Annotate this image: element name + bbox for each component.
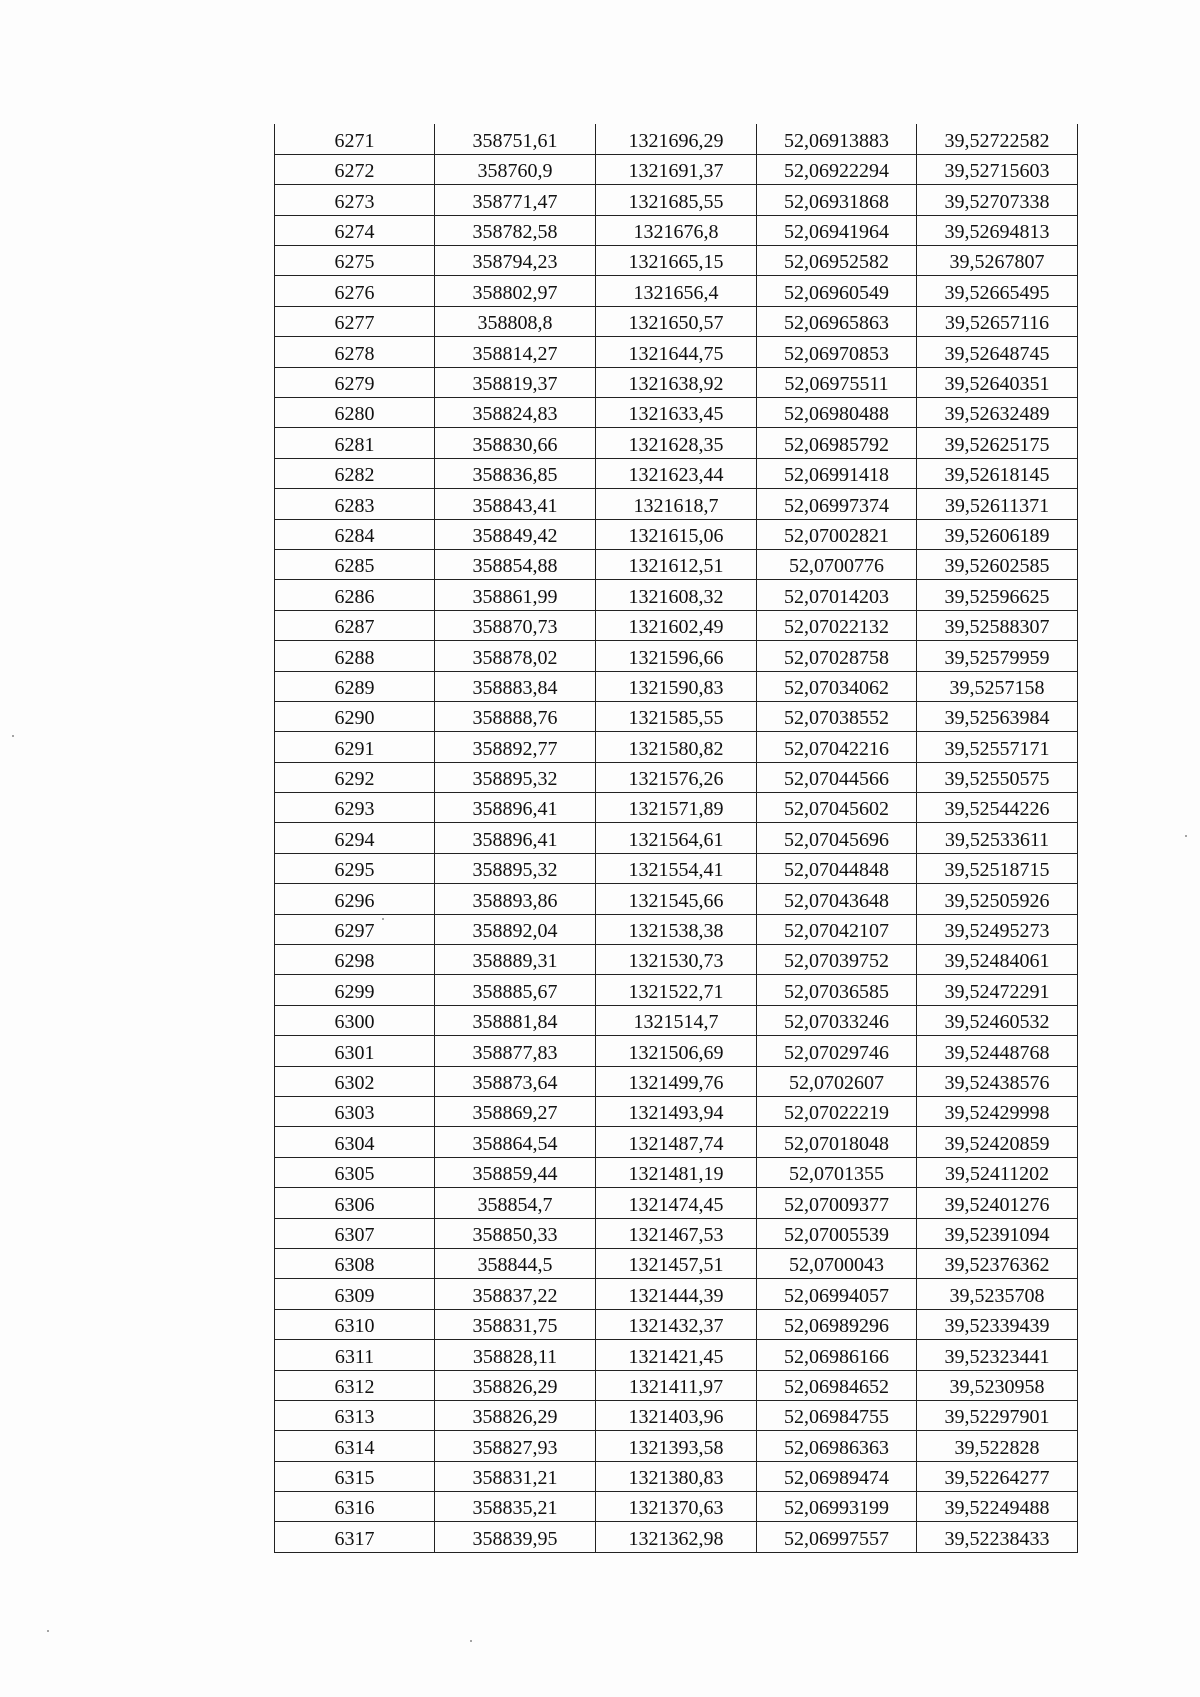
- y-coordinate-cell: 1321576,26: [596, 762, 757, 792]
- point-number-cell: 6305: [275, 1157, 435, 1187]
- x-coordinate-cell: 358881,84: [435, 1005, 596, 1035]
- point-number-cell: 6314: [275, 1431, 435, 1461]
- longitude-cell: 39,52505926: [917, 884, 1078, 914]
- x-coordinate-cell: 358859,44: [435, 1157, 596, 1187]
- x-coordinate-cell: 358802,97: [435, 276, 596, 306]
- x-coordinate-cell: 358771,47: [435, 185, 596, 215]
- table-row: [275, 853, 1078, 883]
- table-row: [275, 914, 1078, 944]
- x-coordinate-cell: 358895,32: [435, 762, 596, 792]
- x-coordinate-cell: 358873,64: [435, 1066, 596, 1096]
- longitude-cell: 39,52579959: [917, 641, 1078, 671]
- table-row: [275, 1492, 1078, 1522]
- point-number-cell: 6308: [275, 1248, 435, 1278]
- latitude-cell: 52,06913883: [757, 124, 917, 154]
- latitude-cell: 52,0700043: [757, 1248, 917, 1278]
- longitude-cell: 39,52420859: [917, 1127, 1078, 1157]
- y-coordinate-cell: 1321538,38: [596, 914, 757, 944]
- x-coordinate-cell: 358869,27: [435, 1097, 596, 1127]
- coordinate-table: [274, 124, 1078, 1553]
- longitude-cell: 39,52722582: [917, 124, 1078, 154]
- table-row: [275, 1309, 1078, 1339]
- point-number-cell: 6296: [275, 884, 435, 914]
- latitude-cell: 52,07036585: [757, 975, 917, 1005]
- point-number-cell: 6292: [275, 762, 435, 792]
- table-row: [275, 732, 1078, 762]
- longitude-cell: 39,52563984: [917, 701, 1078, 731]
- point-number-cell: 6282: [275, 458, 435, 488]
- longitude-cell: 39,52238433: [917, 1522, 1078, 1552]
- latitude-cell: 52,07045696: [757, 823, 917, 853]
- longitude-cell: 39,5257158: [917, 671, 1078, 701]
- y-coordinate-cell: 1321633,45: [596, 398, 757, 428]
- longitude-cell: 39,52533611: [917, 823, 1078, 853]
- latitude-cell: 52,07033246: [757, 1005, 917, 1035]
- y-coordinate-cell: 1321596,66: [596, 641, 757, 671]
- y-coordinate-cell: 1321362,98: [596, 1522, 757, 1552]
- y-coordinate-cell: 1321487,74: [596, 1127, 757, 1157]
- scan-speck: [12, 735, 14, 737]
- longitude-cell: 39,52544226: [917, 793, 1078, 823]
- y-coordinate-cell: 1321571,89: [596, 793, 757, 823]
- x-coordinate-cell: 358896,41: [435, 823, 596, 853]
- longitude-cell: 39,52518715: [917, 853, 1078, 883]
- latitude-cell: 52,06986363: [757, 1431, 917, 1461]
- y-coordinate-cell: 1321457,51: [596, 1248, 757, 1278]
- x-coordinate-cell: 358831,21: [435, 1461, 596, 1491]
- x-coordinate-cell: 358844,5: [435, 1248, 596, 1278]
- point-number-cell: 6290: [275, 701, 435, 731]
- y-coordinate-cell: 1321656,4: [596, 276, 757, 306]
- latitude-cell: 52,07022132: [757, 610, 917, 640]
- longitude-cell: 39,52339439: [917, 1309, 1078, 1339]
- y-coordinate-cell: 1321474,45: [596, 1188, 757, 1218]
- longitude-cell: 39,52665495: [917, 276, 1078, 306]
- longitude-cell: 39,52550575: [917, 762, 1078, 792]
- latitude-cell: 52,07039752: [757, 945, 917, 975]
- point-number-cell: 6298: [275, 945, 435, 975]
- latitude-cell: 52,06922294: [757, 154, 917, 184]
- longitude-cell: 39,52429998: [917, 1097, 1078, 1127]
- x-coordinate-cell: 358892,77: [435, 732, 596, 762]
- x-coordinate-cell: 358861,99: [435, 580, 596, 610]
- y-coordinate-cell: 1321691,37: [596, 154, 757, 184]
- x-coordinate-cell: 358877,83: [435, 1036, 596, 1066]
- latitude-cell: 52,07002821: [757, 519, 917, 549]
- longitude-cell: 39,52391094: [917, 1218, 1078, 1248]
- latitude-cell: 52,07044848: [757, 853, 917, 883]
- scan-speck: [470, 1640, 472, 1642]
- longitude-cell: 39,52438576: [917, 1066, 1078, 1096]
- longitude-cell: 39,52648745: [917, 337, 1078, 367]
- x-coordinate-cell: 358870,73: [435, 610, 596, 640]
- longitude-cell: 39,52707338: [917, 185, 1078, 215]
- y-coordinate-cell: 1321618,7: [596, 489, 757, 519]
- table-row: [275, 671, 1078, 701]
- longitude-cell: 39,5267807: [917, 246, 1078, 276]
- longitude-cell: 39,52657116: [917, 306, 1078, 336]
- table-row: [275, 1188, 1078, 1218]
- latitude-cell: 52,07042216: [757, 732, 917, 762]
- table-row: [275, 975, 1078, 1005]
- longitude-cell: 39,52484061: [917, 945, 1078, 975]
- y-coordinate-cell: 1321530,73: [596, 945, 757, 975]
- latitude-cell: 52,06985792: [757, 428, 917, 458]
- x-coordinate-cell: 358760,9: [435, 154, 596, 184]
- y-coordinate-cell: 1321585,55: [596, 701, 757, 731]
- longitude-cell: 39,52632489: [917, 398, 1078, 428]
- y-coordinate-cell: 1321421,45: [596, 1340, 757, 1370]
- x-coordinate-cell: 358830,66: [435, 428, 596, 458]
- latitude-cell: 52,06989474: [757, 1461, 917, 1491]
- latitude-cell: 52,07043648: [757, 884, 917, 914]
- table-row: [275, 215, 1078, 245]
- latitude-cell: 52,06997374: [757, 489, 917, 519]
- x-coordinate-cell: 358826,29: [435, 1400, 596, 1430]
- y-coordinate-cell: 1321545,66: [596, 884, 757, 914]
- latitude-cell: 52,06980488: [757, 398, 917, 428]
- latitude-cell: 52,06994057: [757, 1279, 917, 1309]
- longitude-cell: 39,52264277: [917, 1461, 1078, 1491]
- x-coordinate-cell: 358895,32: [435, 853, 596, 883]
- x-coordinate-cell: 358883,84: [435, 671, 596, 701]
- table-row: [275, 519, 1078, 549]
- point-number-cell: 6275: [275, 246, 435, 276]
- point-number-cell: 6284: [275, 519, 435, 549]
- table-row: [275, 1522, 1078, 1552]
- table-row: [275, 1097, 1078, 1127]
- longitude-cell: 39,52625175: [917, 428, 1078, 458]
- point-number-cell: 6287: [275, 610, 435, 640]
- longitude-cell: 39,52323441: [917, 1340, 1078, 1370]
- x-coordinate-cell: 358893,86: [435, 884, 596, 914]
- latitude-cell: 52,0700776: [757, 549, 917, 579]
- coordinate-table-body: [275, 124, 1078, 1552]
- y-coordinate-cell: 1321481,19: [596, 1157, 757, 1187]
- latitude-cell: 52,06991418: [757, 458, 917, 488]
- point-number-cell: 6271: [275, 124, 435, 154]
- longitude-cell: 39,52588307: [917, 610, 1078, 640]
- point-number-cell: 6299: [275, 975, 435, 1005]
- latitude-cell: 52,07038552: [757, 701, 917, 731]
- table-row: [275, 337, 1078, 367]
- longitude-cell: 39,52401276: [917, 1188, 1078, 1218]
- x-coordinate-cell: 358885,67: [435, 975, 596, 1005]
- longitude-cell: 39,52495273: [917, 914, 1078, 944]
- longitude-cell: 39,52557171: [917, 732, 1078, 762]
- latitude-cell: 52,07042107: [757, 914, 917, 944]
- point-number-cell: 6309: [275, 1279, 435, 1309]
- longitude-cell: 39,52596625: [917, 580, 1078, 610]
- x-coordinate-cell: 358850,33: [435, 1218, 596, 1248]
- x-coordinate-cell: 358843,41: [435, 489, 596, 519]
- y-coordinate-cell: 1321411,97: [596, 1370, 757, 1400]
- longitude-cell: 39,52715603: [917, 154, 1078, 184]
- y-coordinate-cell: 1321380,83: [596, 1461, 757, 1491]
- x-coordinate-cell: 358835,21: [435, 1492, 596, 1522]
- x-coordinate-cell: 358864,54: [435, 1127, 596, 1157]
- latitude-cell: 52,07005539: [757, 1218, 917, 1248]
- y-coordinate-cell: 1321608,32: [596, 580, 757, 610]
- point-number-cell: 6301: [275, 1036, 435, 1066]
- latitude-cell: 52,07009377: [757, 1188, 917, 1218]
- latitude-cell: 52,06984652: [757, 1370, 917, 1400]
- latitude-cell: 52,07045602: [757, 793, 917, 823]
- table-row: [275, 1340, 1078, 1370]
- point-number-cell: 6313: [275, 1400, 435, 1430]
- longitude-cell: 39,52411202: [917, 1157, 1078, 1187]
- x-coordinate-cell: 358782,58: [435, 215, 596, 245]
- latitude-cell: 52,06993199: [757, 1492, 917, 1522]
- point-number-cell: 6285: [275, 549, 435, 579]
- x-coordinate-cell: 358854,88: [435, 549, 596, 579]
- y-coordinate-cell: 1321514,7: [596, 1005, 757, 1035]
- latitude-cell: 52,07044566: [757, 762, 917, 792]
- table-row: [275, 1400, 1078, 1430]
- table-row: [275, 1127, 1078, 1157]
- table-row: [275, 1370, 1078, 1400]
- table-row: [275, 580, 1078, 610]
- scan-speck: [1185, 835, 1187, 837]
- x-coordinate-cell: 358827,93: [435, 1431, 596, 1461]
- longitude-cell: 39,52376362: [917, 1248, 1078, 1278]
- longitude-cell: 39,522828: [917, 1431, 1078, 1461]
- x-coordinate-cell: 358896,41: [435, 793, 596, 823]
- point-number-cell: 6278: [275, 337, 435, 367]
- latitude-cell: 52,07034062: [757, 671, 917, 701]
- y-coordinate-cell: 1321506,69: [596, 1036, 757, 1066]
- x-coordinate-cell: 358892,04: [435, 914, 596, 944]
- point-number-cell: 6302: [275, 1066, 435, 1096]
- y-coordinate-cell: 1321644,75: [596, 337, 757, 367]
- longitude-cell: 39,52249488: [917, 1492, 1078, 1522]
- point-number-cell: 6291: [275, 732, 435, 762]
- x-coordinate-cell: 358826,29: [435, 1370, 596, 1400]
- table-row: [275, 185, 1078, 215]
- latitude-cell: 52,07028758: [757, 641, 917, 671]
- table-row: [275, 1066, 1078, 1096]
- y-coordinate-cell: 1321612,51: [596, 549, 757, 579]
- point-number-cell: 6289: [275, 671, 435, 701]
- point-number-cell: 6293: [275, 793, 435, 823]
- latitude-cell: 52,06986166: [757, 1340, 917, 1370]
- table-row: [275, 762, 1078, 792]
- scan-speck: [47, 1630, 49, 1632]
- table-row: [275, 549, 1078, 579]
- table-row: [275, 884, 1078, 914]
- table-row: [275, 428, 1078, 458]
- point-number-cell: 6307: [275, 1218, 435, 1248]
- latitude-cell: 52,06997557: [757, 1522, 917, 1552]
- point-number-cell: 6276: [275, 276, 435, 306]
- y-coordinate-cell: 1321685,55: [596, 185, 757, 215]
- table-row: [275, 124, 1078, 154]
- latitude-cell: 52,0701355: [757, 1157, 917, 1187]
- point-number-cell: 6306: [275, 1188, 435, 1218]
- x-coordinate-cell: 358836,85: [435, 458, 596, 488]
- y-coordinate-cell: 1321676,8: [596, 215, 757, 245]
- latitude-cell: 52,07018048: [757, 1127, 917, 1157]
- table-row: [275, 458, 1078, 488]
- x-coordinate-cell: 358839,95: [435, 1522, 596, 1552]
- latitude-cell: 52,06989296: [757, 1309, 917, 1339]
- x-coordinate-cell: 358824,83: [435, 398, 596, 428]
- longitude-cell: 39,52297901: [917, 1400, 1078, 1430]
- table-row: [275, 1279, 1078, 1309]
- point-number-cell: 6279: [275, 367, 435, 397]
- y-coordinate-cell: 1321615,06: [596, 519, 757, 549]
- table-row: [275, 367, 1078, 397]
- x-coordinate-cell: 358854,7: [435, 1188, 596, 1218]
- table-row: [275, 398, 1078, 428]
- y-coordinate-cell: 1321554,41: [596, 853, 757, 883]
- latitude-cell: 52,07022219: [757, 1097, 917, 1127]
- point-number-cell: 6286: [275, 580, 435, 610]
- x-coordinate-cell: 358819,37: [435, 367, 596, 397]
- longitude-cell: 39,52618145: [917, 458, 1078, 488]
- y-coordinate-cell: 1321628,35: [596, 428, 757, 458]
- x-coordinate-cell: 358889,31: [435, 945, 596, 975]
- x-coordinate-cell: 358888,76: [435, 701, 596, 731]
- x-coordinate-cell: 358878,02: [435, 641, 596, 671]
- point-number-cell: 6304: [275, 1127, 435, 1157]
- latitude-cell: 52,06952582: [757, 246, 917, 276]
- y-coordinate-cell: 1321602,49: [596, 610, 757, 640]
- y-coordinate-cell: 1321623,44: [596, 458, 757, 488]
- latitude-cell: 52,06941964: [757, 215, 917, 245]
- y-coordinate-cell: 1321522,71: [596, 975, 757, 1005]
- table-row: [275, 1431, 1078, 1461]
- point-number-cell: 6317: [275, 1522, 435, 1552]
- longitude-cell: 39,5230958: [917, 1370, 1078, 1400]
- table-row: [275, 1036, 1078, 1066]
- point-number-cell: 6283: [275, 489, 435, 519]
- table-row: [275, 306, 1078, 336]
- y-coordinate-cell: 1321665,15: [596, 246, 757, 276]
- table-row: [275, 1248, 1078, 1278]
- longitude-cell: 39,52611371: [917, 489, 1078, 519]
- x-coordinate-cell: 358837,22: [435, 1279, 596, 1309]
- y-coordinate-cell: 1321444,39: [596, 1279, 757, 1309]
- longitude-cell: 39,52640351: [917, 367, 1078, 397]
- point-number-cell: 6297: [275, 914, 435, 944]
- x-coordinate-cell: 358828,11: [435, 1340, 596, 1370]
- latitude-cell: 52,07029746: [757, 1036, 917, 1066]
- table-row: [275, 641, 1078, 671]
- point-number-cell: 6303: [275, 1097, 435, 1127]
- y-coordinate-cell: 1321564,61: [596, 823, 757, 853]
- point-number-cell: 6273: [275, 185, 435, 215]
- latitude-cell: 52,0702607: [757, 1066, 917, 1096]
- x-coordinate-cell: 358814,27: [435, 337, 596, 367]
- table-row: [275, 701, 1078, 731]
- table-row: [275, 154, 1078, 184]
- x-coordinate-cell: 358794,23: [435, 246, 596, 276]
- y-coordinate-cell: 1321467,53: [596, 1218, 757, 1248]
- longitude-cell: 39,52448768: [917, 1036, 1078, 1066]
- latitude-cell: 52,06960549: [757, 276, 917, 306]
- point-number-cell: 6272: [275, 154, 435, 184]
- y-coordinate-cell: 1321432,37: [596, 1309, 757, 1339]
- point-number-cell: 6311: [275, 1340, 435, 1370]
- latitude-cell: 52,06965863: [757, 306, 917, 336]
- latitude-cell: 52,06975511: [757, 367, 917, 397]
- y-coordinate-cell: 1321493,94: [596, 1097, 757, 1127]
- point-number-cell: 6280: [275, 398, 435, 428]
- y-coordinate-cell: 1321499,76: [596, 1066, 757, 1096]
- table-row: [275, 823, 1078, 853]
- point-number-cell: 6295: [275, 853, 435, 883]
- point-number-cell: 6312: [275, 1370, 435, 1400]
- y-coordinate-cell: 1321370,63: [596, 1492, 757, 1522]
- point-number-cell: 6281: [275, 428, 435, 458]
- point-number-cell: 6310: [275, 1309, 435, 1339]
- point-number-cell: 6300: [275, 1005, 435, 1035]
- x-coordinate-cell: 358831,75: [435, 1309, 596, 1339]
- latitude-cell: 52,06984755: [757, 1400, 917, 1430]
- y-coordinate-cell: 1321650,57: [596, 306, 757, 336]
- latitude-cell: 52,07014203: [757, 580, 917, 610]
- point-number-cell: 6288: [275, 641, 435, 671]
- point-number-cell: 6294: [275, 823, 435, 853]
- table-row: [275, 945, 1078, 975]
- latitude-cell: 52,06970853: [757, 337, 917, 367]
- y-coordinate-cell: 1321696,29: [596, 124, 757, 154]
- longitude-cell: 39,52602585: [917, 549, 1078, 579]
- latitude-cell: 52,06931868: [757, 185, 917, 215]
- y-coordinate-cell: 1321580,82: [596, 732, 757, 762]
- x-coordinate-cell: 358849,42: [435, 519, 596, 549]
- longitude-cell: 39,52694813: [917, 215, 1078, 245]
- longitude-cell: 39,52472291: [917, 975, 1078, 1005]
- table-row: [275, 1461, 1078, 1491]
- table-row: [275, 610, 1078, 640]
- coordinate-table-wrapper: [274, 124, 1077, 1553]
- table-row: [275, 246, 1078, 276]
- x-coordinate-cell: 358751,61: [435, 124, 596, 154]
- y-coordinate-cell: 1321638,92: [596, 367, 757, 397]
- point-number-cell: 6274: [275, 215, 435, 245]
- table-row: [275, 276, 1078, 306]
- point-number-cell: 6316: [275, 1492, 435, 1522]
- table-row: [275, 1157, 1078, 1187]
- x-coordinate-cell: 358808,8: [435, 306, 596, 336]
- y-coordinate-cell: 1321403,96: [596, 1400, 757, 1430]
- point-number-cell: 6277: [275, 306, 435, 336]
- longitude-cell: 39,5235708: [917, 1279, 1078, 1309]
- y-coordinate-cell: 1321590,83: [596, 671, 757, 701]
- table-row: [275, 793, 1078, 823]
- table-row: [275, 1005, 1078, 1035]
- table-row: [275, 1218, 1078, 1248]
- table-row: [275, 489, 1078, 519]
- y-coordinate-cell: 1321393,58: [596, 1431, 757, 1461]
- longitude-cell: 39,52460532: [917, 1005, 1078, 1035]
- point-number-cell: 6315: [275, 1461, 435, 1491]
- longitude-cell: 39,52606189: [917, 519, 1078, 549]
